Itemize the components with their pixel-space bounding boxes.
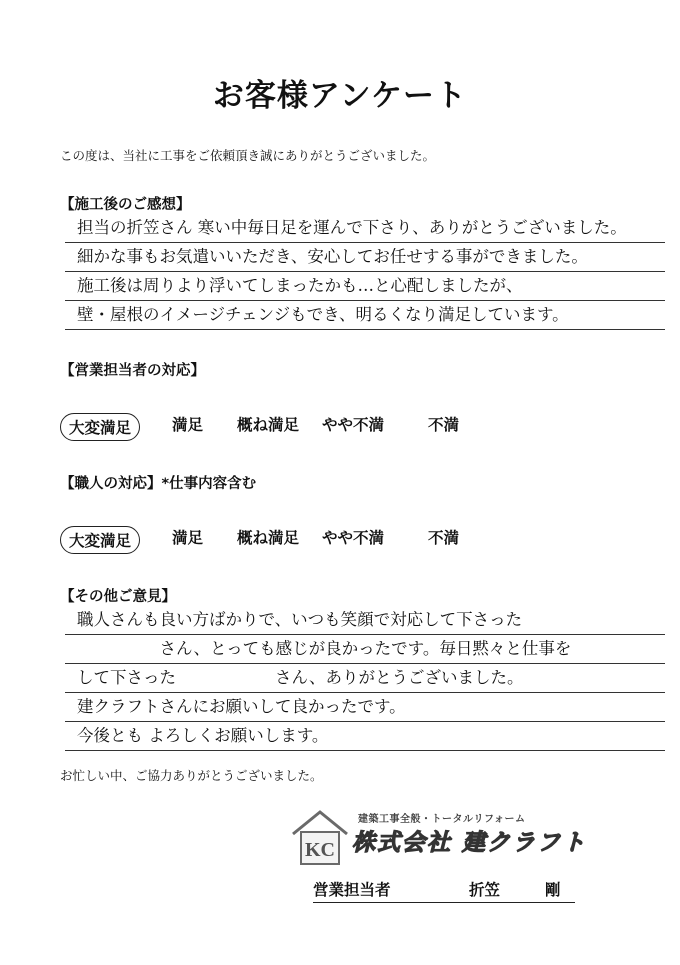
other-line-1: 職人さんも良い方ばかりで、いつも笑顔で対応して下さった: [65, 606, 665, 635]
sales-heading: 【営業担当者の対応】: [60, 363, 205, 379]
sales-rating-options: [60, 413, 480, 443]
signature-given-name: 剛: [545, 881, 561, 899]
signature-label: 営業担当者: [313, 881, 391, 899]
impressions-lines: [65, 214, 665, 330]
craftsman-heading: 【職人の対応】: [60, 476, 162, 492]
other-line-5: 今後とも よろしくお願いします。: [65, 722, 665, 751]
craftsman-option-dissatisfied[interactable]: 不満: [428, 529, 460, 547]
other-line-2: さん、とっても感じが良かったです。毎日黙々と仕事を: [65, 635, 665, 664]
other-lines: [65, 606, 665, 751]
impressions-line-2: 細かな事もお気遣いいただき、安心してお任せする事ができました。: [65, 243, 665, 272]
signature-surname: 折笠: [469, 881, 501, 899]
impressions-line-1: 担当の折笠さん 寒い中毎日足を運んで下さり、ありがとうございました。: [65, 214, 665, 243]
craftsman-option-somewhat-dissatisfied[interactable]: やや不満: [322, 529, 385, 547]
sales-option-very-satisfied[interactable]: 大変満足: [60, 413, 140, 441]
sales-option-mostly-satisfied[interactable]: 概ね満足: [237, 416, 300, 434]
closing-text: お忙しい中、ご協力ありがとうございました。: [60, 768, 323, 783]
craftsman-option-satisfied[interactable]: 満足: [172, 529, 204, 547]
logo-mark: KC: [305, 839, 335, 861]
craftsman-option-very-satisfied[interactable]: 大変満足: [60, 526, 140, 554]
craftsman-rating-options: [60, 526, 480, 556]
other-heading: 【その他ご意見】: [60, 589, 176, 605]
other-line-4: 建クラフトさんにお願いして良かったです。: [65, 693, 665, 722]
sales-option-dissatisfied[interactable]: 不満: [428, 416, 460, 434]
logo-company-name: 株式会社 建クラフト: [352, 830, 588, 856]
intro-text: この度は、当社に工事をご依頼頂き誠にありがとうございました。: [60, 148, 436, 163]
sales-option-somewhat-dissatisfied[interactable]: やや不満: [322, 416, 385, 434]
signature-line: [313, 878, 575, 903]
page-title: お客様アンケート: [212, 78, 468, 114]
logo-tagline: 建築工事全般・トータルリフォーム: [358, 814, 526, 825]
craftsman-heading-row: [60, 472, 256, 493]
impressions-heading: 【施工後のご感想】: [60, 197, 191, 213]
other-line-3: して下さった さん、ありがとうございました。: [65, 664, 665, 693]
sales-option-satisfied[interactable]: 満足: [172, 416, 204, 434]
company-logo: [290, 808, 610, 868]
craftsman-option-mostly-satisfied[interactable]: 概ね満足: [237, 529, 300, 547]
house-logo-icon: [290, 808, 350, 868]
craftsman-note: *仕事内容含む: [161, 476, 257, 492]
impressions-line-3: 施工後は周りより浮いてしまったかも…と心配しましたが、: [65, 272, 665, 301]
impressions-line-4: 壁・屋根のイメージチェンジもでき、明るくなり満足しています。: [65, 301, 665, 330]
